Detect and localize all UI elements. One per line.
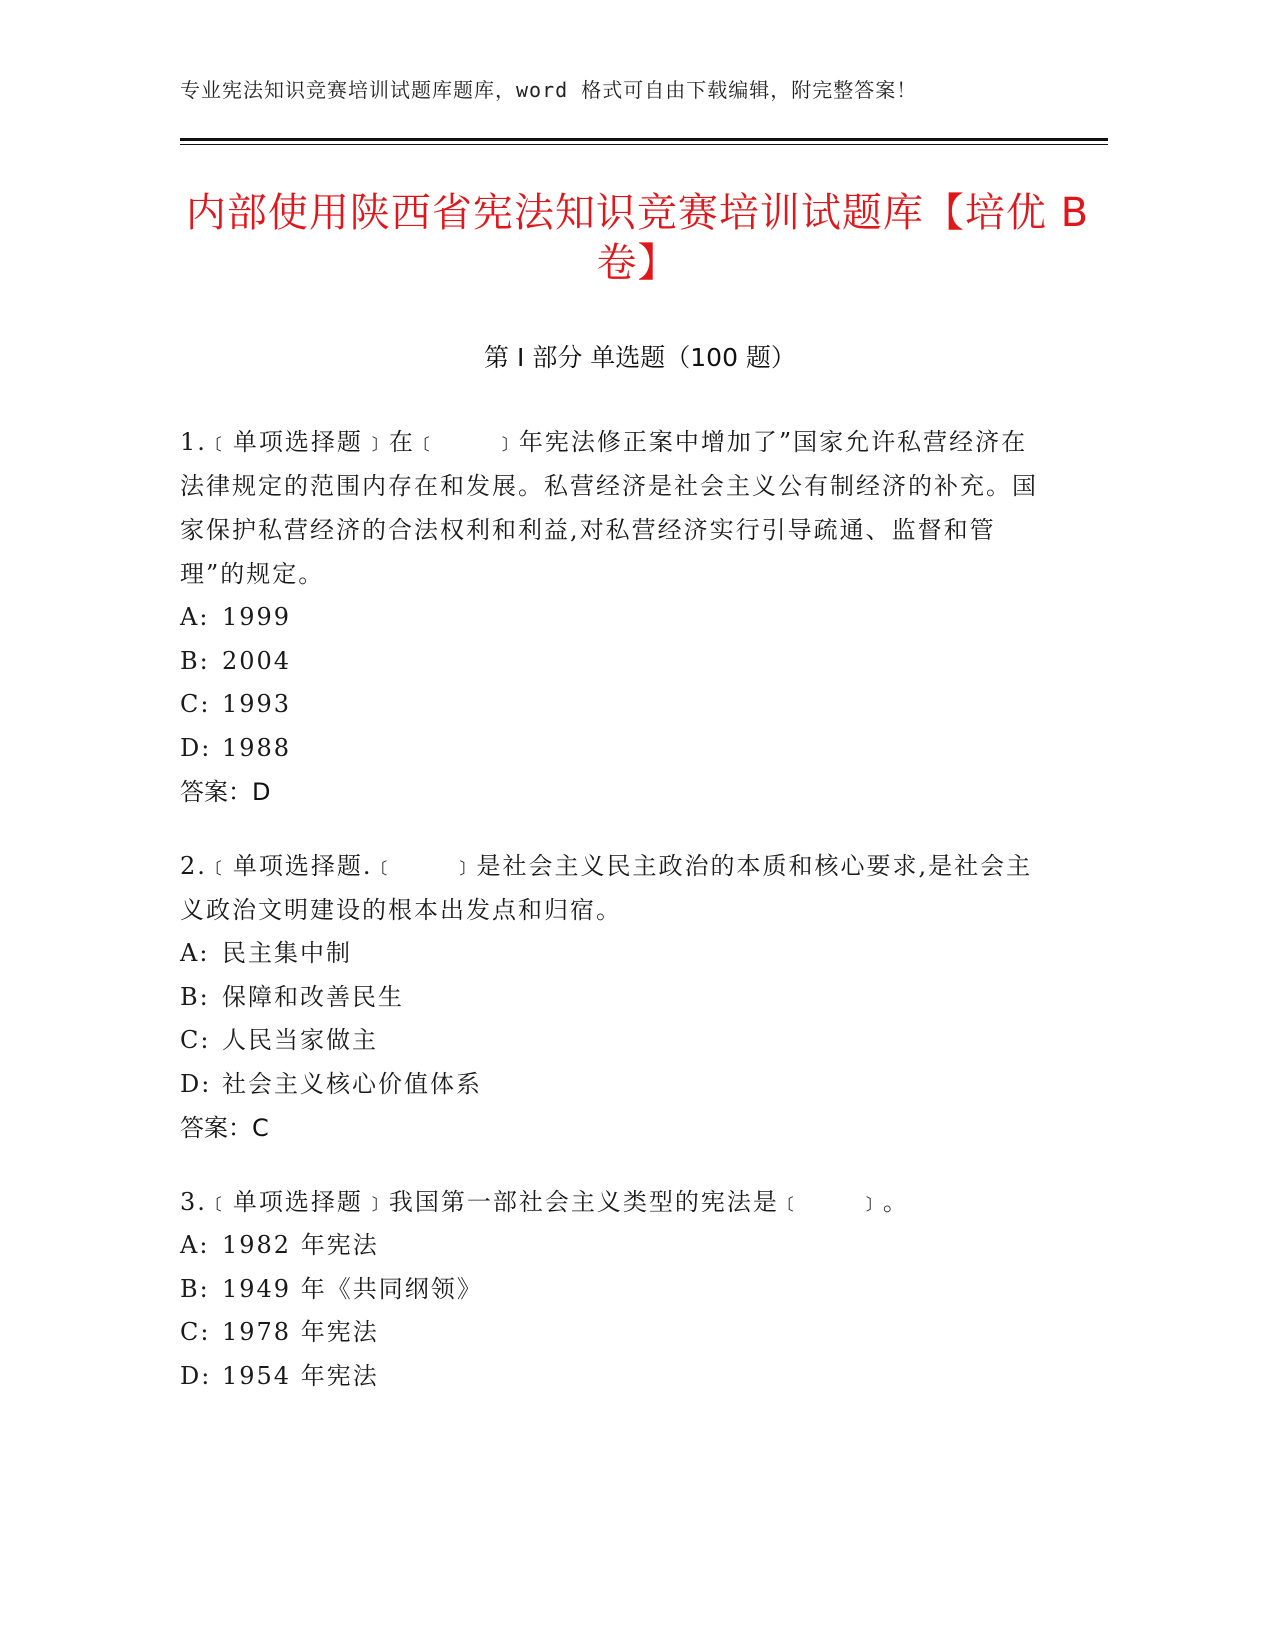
option-text: 1988 <box>222 733 292 762</box>
option-key: B: <box>180 646 210 675</box>
option-text: 2004 <box>222 646 292 675</box>
header-rule-thick <box>180 138 1108 141</box>
option-b <box>180 976 1040 1020</box>
option-key: A: <box>180 939 210 967</box>
option-d <box>180 1355 1040 1399</box>
answer-line <box>180 1106 1040 1150</box>
option-key: D: <box>180 733 212 762</box>
section-title: 第 I 部分 单选题（100 题） <box>484 343 796 372</box>
question-1 <box>180 420 1040 814</box>
option-a <box>180 1224 1040 1268</box>
option-a <box>180 932 1040 976</box>
option-text: 1954 年宪法 <box>222 1361 379 1390</box>
option-key: A: <box>180 603 210 631</box>
question-text: 1.﹝单项选择题﹞在﹝ ﹞年宪法修正案中增加了”国家允许私营经济在法律规定的范围内存在和发展。私营经济是社会主义公有制经济的补充。国家保护私营经济的合法权利和利益,对私营经济实行引导疏通、监督和管理”的规定。 <box>180 428 1038 588</box>
document-title: 内部使用陕西省宪法知识竞赛培训试题库【培优 B 卷】 <box>185 190 1090 286</box>
option-c <box>180 1311 1040 1355</box>
question-text: 3.﹝单项选择题﹞我国第一部社会主义类型的宪法是﹝ ﹞。 <box>180 1188 909 1216</box>
question-2 <box>180 844 1040 1150</box>
option-key: C: <box>180 1026 211 1054</box>
option-text: 1978 年宪法 <box>222 1318 379 1346</box>
option-key: C: <box>180 1318 211 1346</box>
header-rule-thin <box>180 144 1108 145</box>
option-a <box>180 596 1040 640</box>
answer-line <box>180 770 1040 814</box>
option-key: B: <box>180 982 210 1011</box>
header-note: 专业宪法知识竞赛培训试题库题库，word 格式可自由下载编辑，附完整答案！ <box>180 78 918 102</box>
option-d <box>180 1063 1040 1107</box>
question-3 <box>180 1180 1040 1398</box>
option-text: 1999 <box>222 603 292 631</box>
answer-value: C <box>252 1114 269 1142</box>
option-c <box>180 1019 1040 1063</box>
option-text: 人民当家做主 <box>222 1026 378 1054</box>
option-text: 保障和改善民生 <box>222 982 404 1011</box>
option-key: B: <box>180 1274 210 1303</box>
option-d <box>180 727 1040 771</box>
answer-label: 答案： <box>180 778 252 806</box>
option-key: A: <box>180 1231 210 1259</box>
option-text: 民主集中制 <box>222 939 352 967</box>
option-text: 1982 年宪法 <box>222 1231 379 1259</box>
question-list <box>180 420 1040 1428</box>
answer-value: D <box>252 778 271 806</box>
option-key: D: <box>180 1069 212 1098</box>
option-key: D: <box>180 1361 212 1390</box>
answer-label: 答案： <box>180 1114 252 1142</box>
question-text: 2.﹝单项选择题.﹝ ﹞是社会主义民主政治的本质和核心要求,是社会主义政治文明建设的根本出发点和归宿。 <box>180 852 1033 924</box>
option-text: 1949 年《共同纲领》 <box>222 1274 483 1303</box>
option-b <box>180 640 1040 684</box>
option-c <box>180 683 1040 727</box>
option-key: C: <box>180 690 211 718</box>
option-b <box>180 1268 1040 1312</box>
option-text: 1993 <box>222 690 292 718</box>
option-text: 社会主义核心价值体系 <box>222 1069 482 1098</box>
